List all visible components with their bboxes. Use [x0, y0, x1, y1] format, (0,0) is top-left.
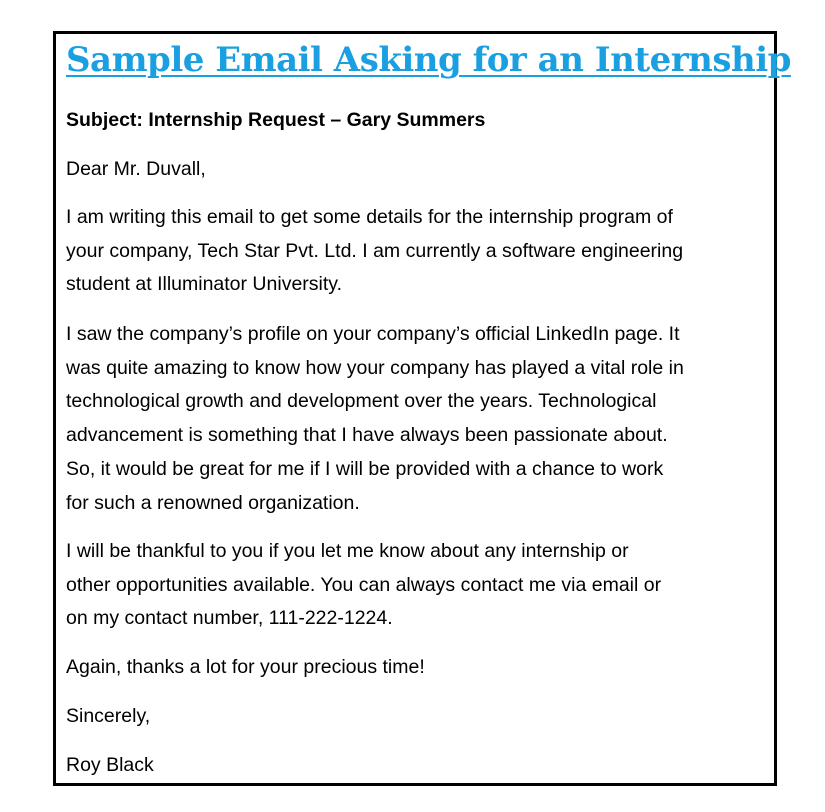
- paragraph-line: other opportunities available. You can always contact me via email or: [66, 573, 662, 596]
- email-greeting: Dear Mr. Duvall,: [66, 158, 206, 180]
- email-signature: Roy Black: [66, 754, 154, 776]
- email-sample-frame: [53, 31, 791, 786]
- paragraph-line: So, it would be great for me if I will be provided with a chance to work: [66, 457, 664, 480]
- paragraph-line: student at Illuminator University.: [66, 273, 342, 296]
- paragraph-thanks: Again, thanks a lot for your precious time!: [66, 656, 425, 678]
- paragraph-line: your company, Tech Star Pvt. Ltd. I am currently a software engineering: [66, 239, 684, 262]
- paragraph-line: I saw the company’s profile on your company’s official LinkedIn page. It: [66, 323, 680, 345]
- paragraph-motivation: [66, 318, 766, 520]
- paragraph-line: technological growth and development over the years. Technological: [66, 390, 657, 413]
- paragraph-line: was quite amazing to know how your company has played a vital role in: [66, 356, 684, 379]
- email-subject: Subject: Internship Request – Gary Summers: [66, 109, 486, 131]
- paragraph-line: I will be thankful to you if you let me know about any internship or: [66, 540, 629, 562]
- document-title: Sample Email Asking for an Internship: [66, 40, 791, 80]
- paragraph-line: I am writing this email to get some details for the internship program of: [66, 206, 673, 228]
- paragraph-line: on my contact number, 111-222-1224.: [66, 607, 393, 630]
- paragraph-intro: [66, 201, 766, 302]
- paragraph-line: advancement is something that I have always been passionate about.: [66, 424, 668, 447]
- paragraph-contact: [66, 535, 766, 636]
- paragraph-line: for such a renowned organization.: [66, 491, 360, 514]
- email-closing: Sincerely,: [66, 705, 151, 727]
